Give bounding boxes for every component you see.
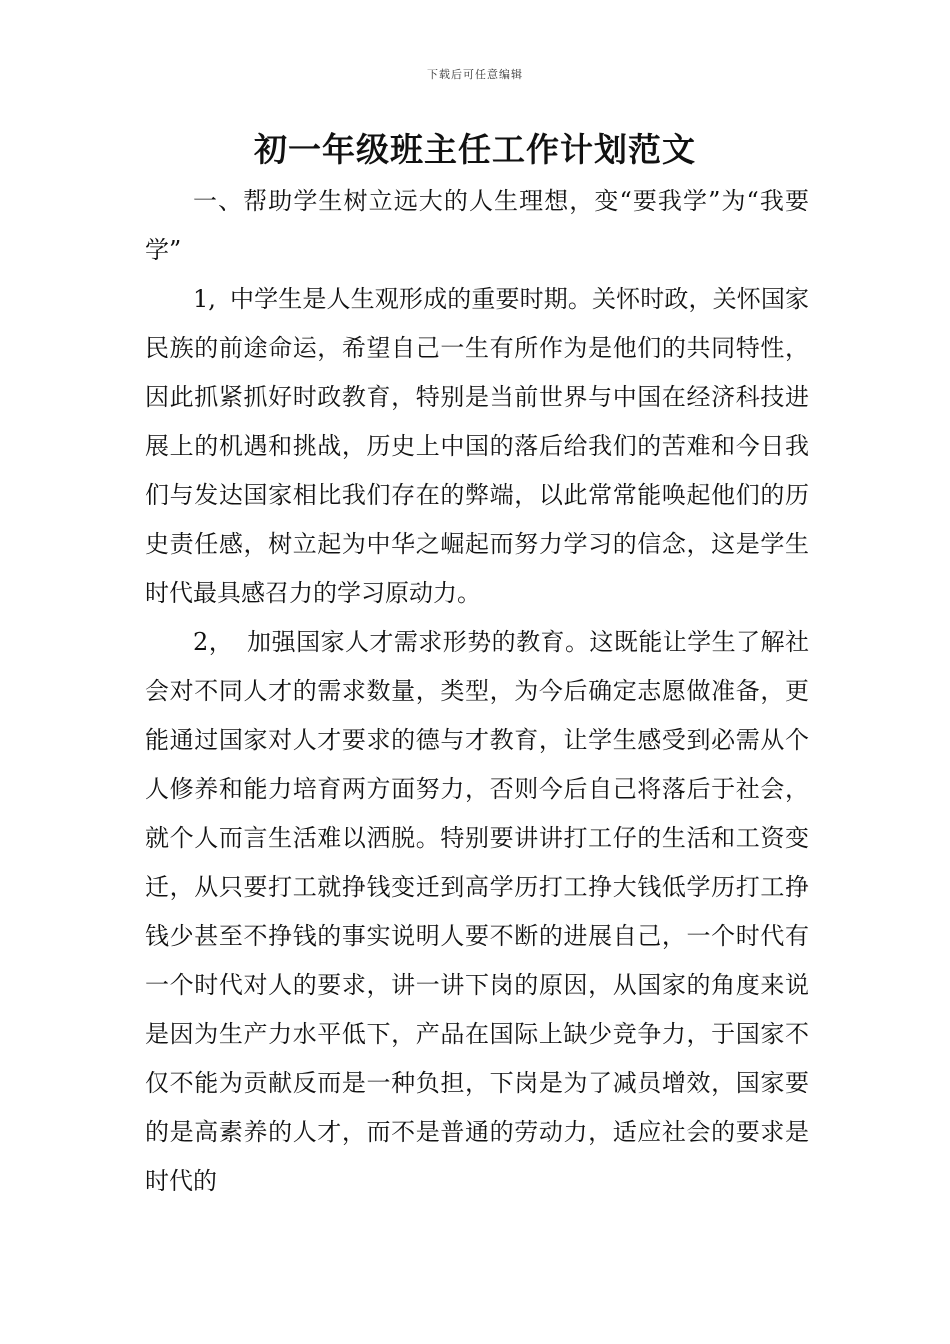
document-body: [145, 177, 809, 1206]
paragraph-number: 2，: [193, 628, 234, 656]
paragraph-text: 加强国家人才需求形势的教育。这既能让学生了解社会对不同人才的需求数量，类型，为今后确定志愿做准备，更能通过国家对人才要求的德与才教育，让学生感受到必需从个人修养和能力培育两方面努力，否则今后自己将落后于社会，就个人而言生活难以洒脱。特别要讲讲打工仔的生活和工资变迁，从只要打工就挣钱变迁到高学历打工挣大钱低学历打工挣钱少甚至不挣钱的事实说明人要不断的进展自己，一个时代有一个时代对人的要求，讲一讲下岗的原因，从国家的角度来说是因为生产力水平低下，产品在国际上缺少竞争力，于国家不仅不能为贡献反而是一种负担，下岗是为了减员增效，国家要的是高素养的人才，而不是普通的劳动力，适应社会的要求是时代的: [145, 628, 809, 1195]
header-note: 下载后可任意编辑: [427, 68, 523, 81]
paragraph-number: 1,: [193, 285, 216, 313]
paragraph-text: 中学生是人生观形成的重要时期。关怀时政，关怀国家民族的前途命运，希望自己一生有所作为是他们的共同特性，因此抓紧抓好时政教育，特别是当前世界与中国在经济科技进展上的机遇和挑战，历史上中国的落后给我们的苦难和今日我们与发达国家相比我们存在的弊端，以此常常能唤起他们的历史责任感，树立起为中华之崛起而努力学习的信念，这是学生时代最具感召力的学习原动力。: [145, 285, 809, 607]
paragraph-1: [145, 275, 809, 618]
paragraph-2: [145, 618, 809, 1206]
document-title: 初一年级班主任工作计划范文: [254, 130, 696, 169]
section-heading: 一、帮助学生树立远大的人生理想，变“要我学”为“我要学”: [145, 187, 809, 264]
